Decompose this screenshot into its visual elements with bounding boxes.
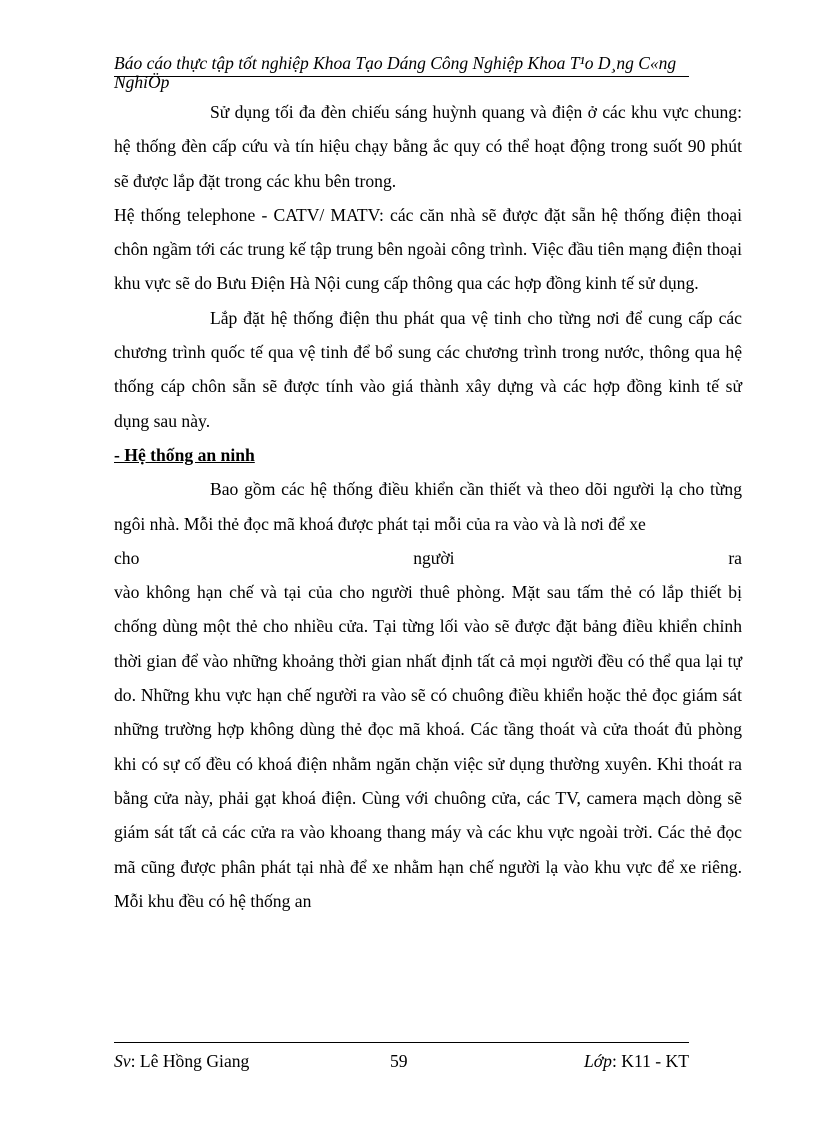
footer-class-label: Lớp: [583, 1051, 612, 1071]
section-heading-security: [114, 438, 742, 472]
footer-student-label: Sv: [114, 1051, 131, 1071]
page-number: 59: [390, 1051, 408, 1071]
section-heading-text: - Hệ thống an ninh: [114, 444, 255, 465]
document-body: [114, 95, 742, 918]
spread-word-3: ra: [728, 547, 742, 568]
spread-word-1: cho: [114, 547, 140, 568]
paragraph-security-spread-line: [114, 541, 742, 575]
spread-word-2: người: [413, 547, 455, 568]
paragraph-security-end: vào không hạn chế và tại của cho người thuê phòng. Mặt sau tấm thẻ có lắp thiết bị chống dùng một thẻ cho nhiều cửa. Tại từng lối vào sẽ được đặt bảng điều khiển chỉnh thời gian để vào những khoảng thời gian nhất định tất cả mọi người đều có thể qua lại tự do. Những khu vực hạn chế người ra vào sẽ có chuông điều khiển hoặc thẻ đọc giám sát những trường hợp không dùng thẻ đọc mã khoá. Các tầng thoát và cửa thoát đủ phòng khi có sự cố đều có khoá điện nhằm ngăn chặn việc sử dụng thường xuyên. Khi thoát ra bằng cửa này, phải gạt khoá điện. Cùng với chuông cửa, các TV, camera mạch dòng sẽ giám sát tất cả các cửa ra vào khoang thang máy và các khu vực ngoài trời. Các thẻ đọc mã cũng được phân phát tại nhà để xe nhằm hạn chế người lạ vào khu vực để xe riêng. Mỗi khu đều có hệ thống an: [114, 582, 742, 911]
paragraph-satellite: Lắp đặt hệ thống điện thu phát qua vệ tinh cho từng nơi để cung cấp các chương trình quốc tế qua vệ tinh để bổ sung các chương trình trong nước, thông qua hệ thống cáp chôn sẵn sẽ được tính vào giá thành xây dựng và các hợp đồng kinh tế sử dụng sau này.: [114, 307, 742, 431]
page-header: Báo cáo thực tập tốt nghiệp Khoa Tạo Dáng Công Nghiệp Khoa T¹o D¸ng C«ng NghiÖp: [114, 53, 677, 92]
footer-class-value: : K11 - KT: [611, 1051, 689, 1071]
paragraph-security-start: Bao gồm các hệ thống điều khiển cần thiết và theo dõi người lạ cho từng ngôi nhà. Mỗi thẻ đọc mã khoá được phát tại mỗi của ra vào và là nơi để xe: [114, 479, 742, 534]
footer-class: [584, 1050, 689, 1072]
footer-student-name: : Lê Hồng Giang: [130, 1051, 250, 1071]
header-divider: [114, 76, 689, 77]
footer-divider: [114, 1042, 689, 1043]
footer-student: [114, 1050, 249, 1072]
paragraph-lighting: Sử dụng tối đa đèn chiếu sáng huỳnh quang và điện ở các khu vực chung: hệ thống đèn cấp cứu và tín hiệu chạy bằng ắc quy có thể hoạt động trong suốt 90 phút sẽ được lắp đặt trong các khu bên trong.: [114, 102, 742, 191]
paragraph-telephone: Hệ thống telephone - CATV/ MATV: các căn nhà sẽ được đặt sẵn hệ thống điện thoại chôn ngầm tới các trung kế tập trung bên ngoài công trình. Việc đầu tiên mạng điện thoại khu vực sẽ do Bưu Điện Hà Nội cung cấp thông qua các hợp đồng kinh tế sử dụng.: [114, 204, 742, 294]
